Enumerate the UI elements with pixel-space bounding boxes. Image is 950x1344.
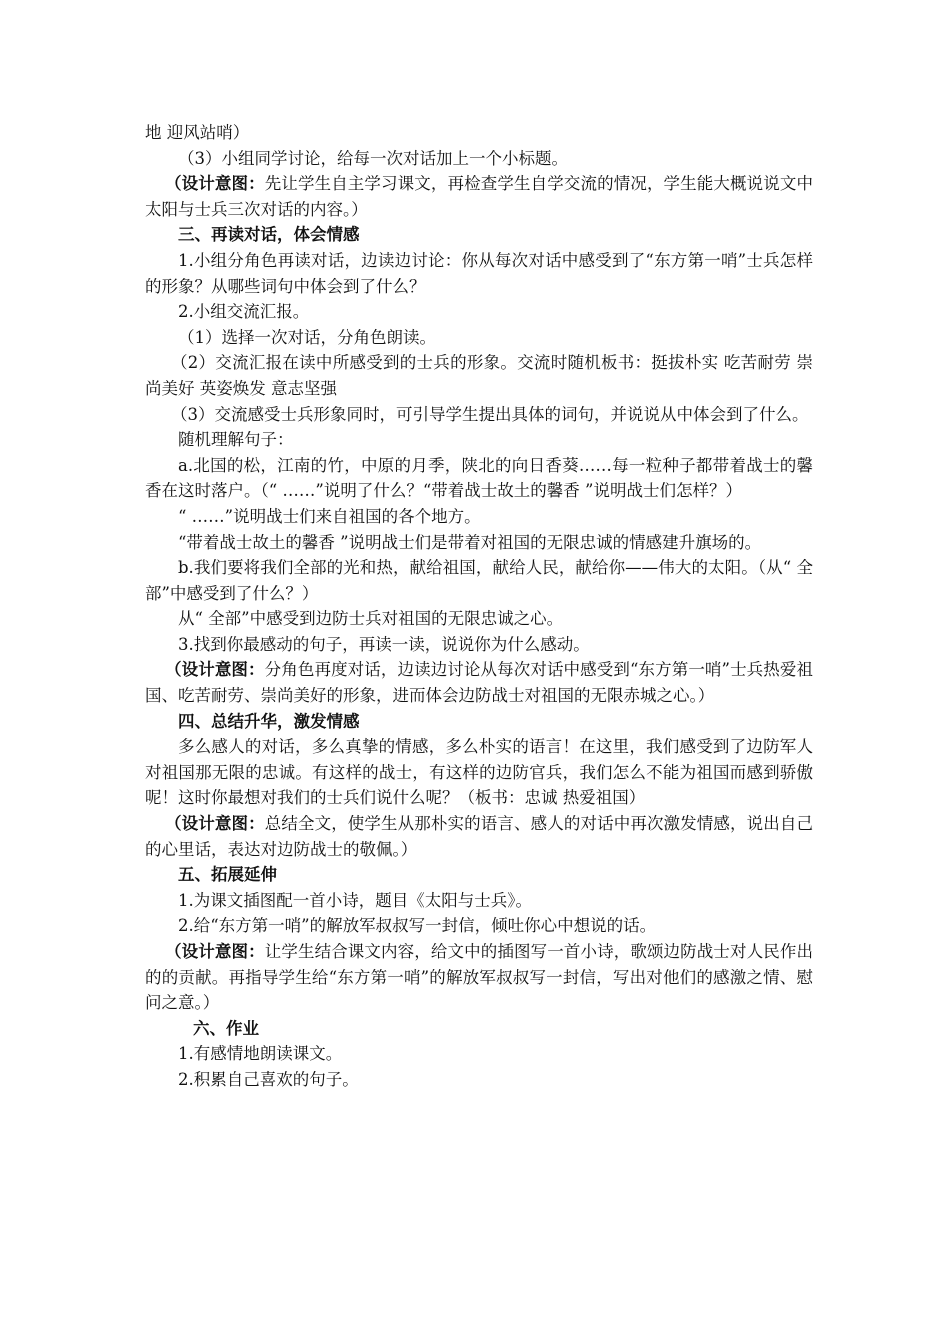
paragraph-line: a.北国的松，江南的竹，中原的月季，陕北的向日香葵……每一粒种子都带着战士的馨香在这时落户。（“ ……”说明了什么？“带着战士故土的馨香 ”说明战士们怎样？） [145, 455, 813, 501]
paragraph-line: （3）小组同学讨论，给每一次对话加上一个小标题。 [178, 148, 568, 168]
paragraph-line: 1.为课文插图配一首小诗，题目《太阳与士兵》。 [178, 890, 532, 910]
design-intent-paragraph [145, 657, 813, 708]
design-intent-paragraph [145, 811, 813, 862]
design-intent-text: 先让学生自主学习课文，再检查学生自学交流的情况，学生能大概说说文中太阳与士兵三次对话的内容。） [145, 174, 814, 219]
design-intent-paragraph [145, 939, 813, 1016]
section-heading: 三、再读对话，体会情感 [178, 225, 360, 245]
design-intent-label: （设计意图： [165, 660, 265, 680]
section-heading: 五、拓展延伸 [178, 865, 277, 885]
section-heading: 六、作业 [193, 1018, 259, 1038]
paragraph-line: 地 迎风站哨） [145, 123, 250, 142]
paragraph-line: “带着战士故土的馨香 ”说明战士们是带着对祖国的无限忠诚的情感建升旗场的。 [178, 532, 762, 552]
design-intent-paragraph [145, 171, 813, 222]
design-intent-text: 总结全文，使学生从那朴实的语言、感人的对话中再次激发情感，说出自己的心里话，表达对边防战士的敬佩。） [145, 814, 814, 859]
design-intent-text: 让学生结合课文内容，给文中的插图写一首小诗，歌颂边防战士对人民作出的的贡献。再指导学生给“东方第一哨”的解放军叔叔写一封信，写出对他们的感激之情、慰问之意。） [145, 942, 814, 1013]
paragraph-line: 2.小组交流汇报。 [178, 302, 310, 322]
design-intent-label: （设计意图： [165, 942, 265, 961]
paragraph-line: “ ……”说明战士们来自祖国的各个地方。 [178, 506, 481, 526]
paragraph-line: 从“ 全部”中感受到边防士兵对祖国的无限忠诚之心。 [178, 609, 564, 629]
section-heading: 四、总结升华，激发情感 [178, 711, 360, 731]
paragraph-line: （3）交流感受士兵形象同时，可引导学生提出具体的词句，并说说从中体会到了什么。 [171, 404, 809, 424]
paragraph-line: 1.有感情地朗读课文。 [178, 1044, 343, 1064]
paragraph-line: 随机理解句子： [178, 430, 294, 450]
paragraph-line: 2.积累自己喜欢的句子。 [178, 1069, 359, 1089]
design-intent-label: （设计意图： [165, 814, 265, 834]
paragraph-line: （2）交流汇报在读中所感受到的士兵的形象。交流时随机板书：挺拔朴实 吃苦耐劳 崇尚美好 英姿焕发 意志坚强 [145, 353, 813, 398]
paragraph-line: 1.小组分角色再读对话，边读边讨论：你从每次对话中感受到了“东方第一哨”士兵怎样的形象？从哪些词句中体会到了什么？ [145, 250, 813, 296]
paragraph-line: 2.给“东方第一哨”的解放军叔叔写一封信，倾吐你心中想说的话。 [178, 916, 657, 936]
document-body [145, 120, 813, 1093]
design-intent-text: 分角色再度对话，边读边讨论从每次对话中感受到“东方第一哨”士兵热爱祖国、吃苦耐劳、崇尚美好的形象，进而体会边防战士对祖国的无限赤城之心。） [145, 660, 814, 706]
paragraph-line: b.我们要将我们全部的光和热，献给祖国，献给人民，献给你——伟大的太阳。（从“ 全部”中感受到了什么？） [145, 558, 813, 603]
design-intent-label: （设计意图： [165, 174, 265, 194]
paragraph-line: 多么感人的对话，多么真挚的情感，多么朴实的语言！在这里，我们感受到了边防军人对祖国那无限的忠诚。有这样的战士，有这样的边防官兵，我们怎么不能为祖国而感到骄傲呢！这时你最想对我们的士兵们说什么呢？（板书：忠诚 热爱祖国） [145, 737, 813, 808]
paragraph-line: 3.找到你最感动的句子，再读一读，说说你为什么感动。 [178, 634, 590, 654]
paragraph-line: （1）选择一次对话，分角色朗读。 [178, 327, 436, 347]
